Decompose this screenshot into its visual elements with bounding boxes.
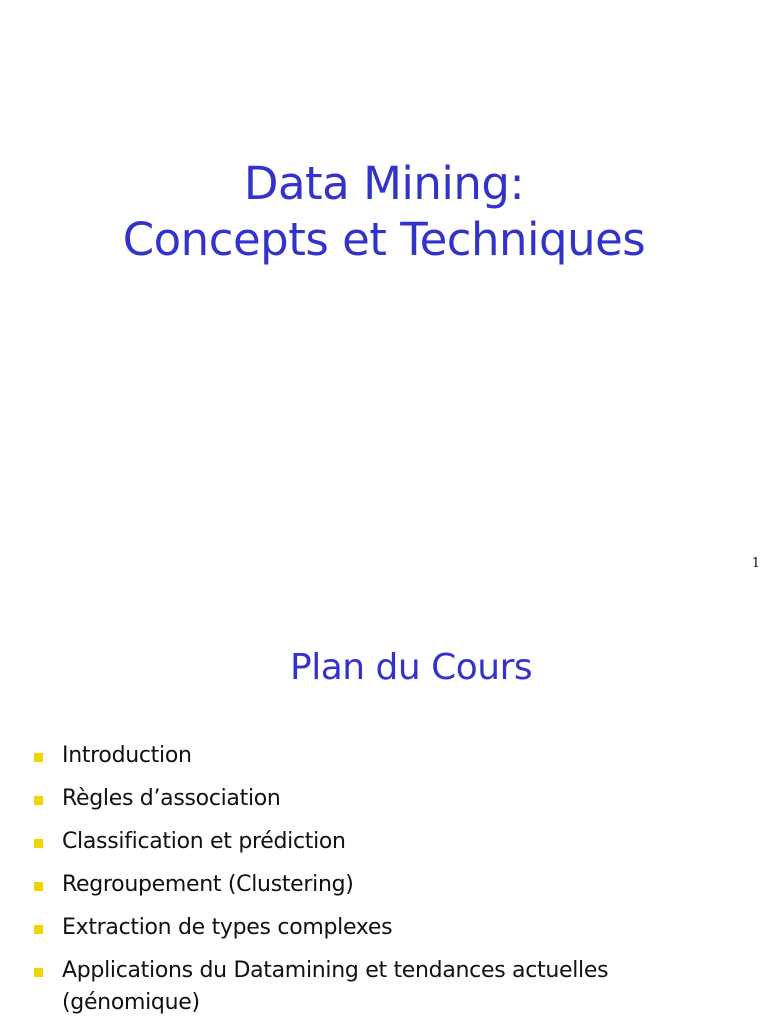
square-bullet-icon bbox=[34, 796, 43, 805]
square-bullet-icon bbox=[34, 925, 43, 934]
list-item-label: Classification et prédiction bbox=[62, 829, 346, 854]
list-item bbox=[32, 740, 732, 772]
list-item-label: Introduction bbox=[62, 743, 192, 768]
square-bullet-icon bbox=[34, 753, 43, 762]
list-item-label: Règles d’association bbox=[62, 786, 281, 811]
course-plan-list bbox=[32, 740, 732, 1024]
slide-title-line-1: Data Mining: bbox=[243, 157, 525, 210]
list-item bbox=[32, 826, 732, 858]
slide-title-line-2: Concepts et Techniques bbox=[122, 213, 646, 266]
square-bullet-icon bbox=[34, 968, 43, 977]
page-number: 1 bbox=[751, 556, 760, 571]
list-item bbox=[32, 783, 732, 815]
square-bullet-icon bbox=[34, 839, 43, 848]
course-plan-title: Plan du Cours bbox=[290, 647, 533, 688]
list-item bbox=[32, 955, 732, 1019]
list-item-label: Applications du Datamining et tendances actuelles (génomique) bbox=[62, 958, 609, 1015]
list-item bbox=[32, 912, 732, 944]
slide-title bbox=[0, 156, 768, 268]
square-bullet-icon bbox=[34, 882, 43, 891]
slide-2 bbox=[0, 588, 768, 1024]
list-item-label: Regroupement (Clustering) bbox=[62, 872, 354, 897]
list-item-label: Extraction de types complexes bbox=[62, 915, 393, 940]
list-item bbox=[32, 869, 732, 901]
